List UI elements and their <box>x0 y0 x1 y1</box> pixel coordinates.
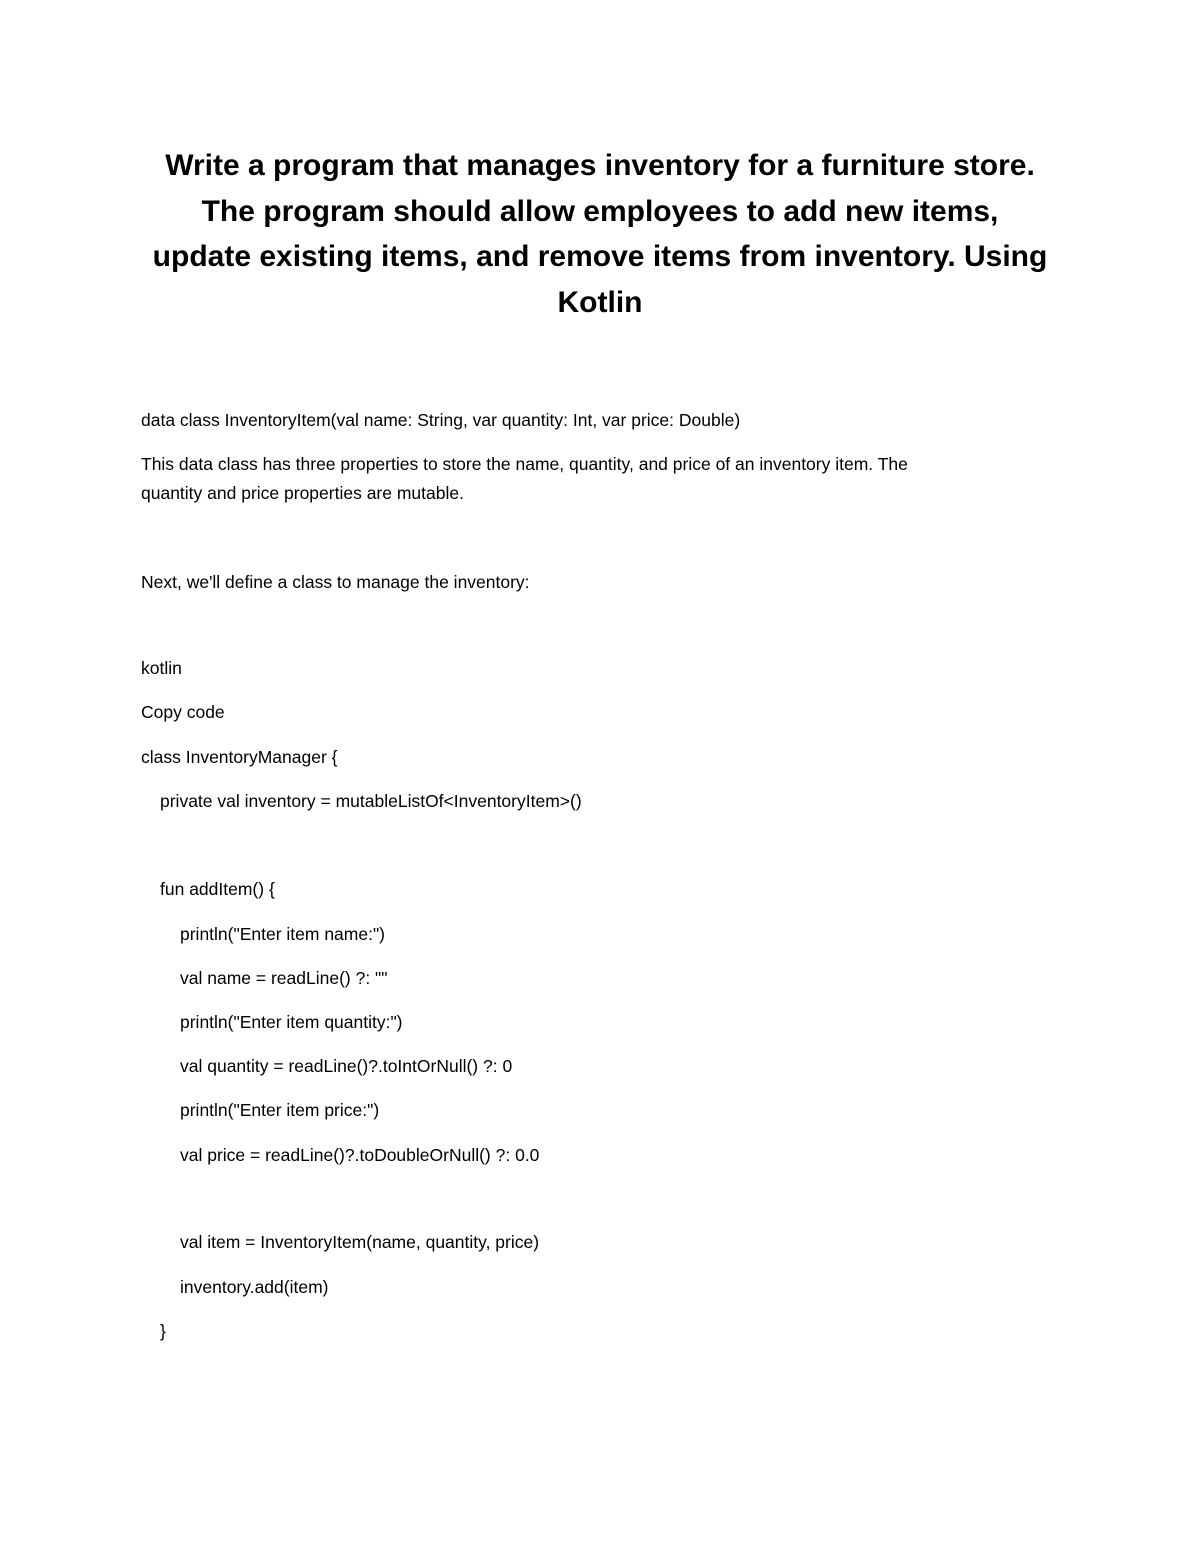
description-line: This data class has three properties to store the name, quantity, and price of an inventory item. The <box>141 454 908 474</box>
code-line: println("Enter item name:") <box>180 924 385 944</box>
data-class-line: data class InventoryItem(val name: String, var quantity: Int, var price: Double) <box>141 410 741 430</box>
title-line: update existing items, and remove items from inventory. Using <box>152 240 1048 273</box>
code-line: class InventoryManager { <box>141 747 338 767</box>
code-line: val name = readLine() ?: "" <box>180 968 388 988</box>
title-line: The program should allow employees to add new items, <box>201 194 999 228</box>
code-line: println("Enter item quantity:") <box>180 1012 403 1032</box>
code-line: fun addItem() { <box>160 879 275 899</box>
code-line: val price = readLine()?.toDoubleOrNull() ?: 0.0 <box>180 1145 540 1165</box>
description-line: quantity and price properties are mutable. <box>141 483 464 503</box>
code-line: println("Enter item price:") <box>180 1100 380 1120</box>
code-line: private val inventory = mutableListOf<InventoryItem>() <box>160 791 582 811</box>
copy-code-label: Copy code <box>141 702 225 722</box>
title-line: Kotlin <box>557 285 643 319</box>
code-line: } <box>160 1321 166 1341</box>
document-title <box>120 143 1080 325</box>
code-line: val quantity = readLine()?.toIntOrNull() ?: 0 <box>180 1056 513 1076</box>
language-label: kotlin <box>141 658 182 678</box>
next-step-line: Next, we'll define a class to manage the inventory: <box>141 572 530 592</box>
title-line: Write a program that manages inventory for a furniture store. <box>165 149 1035 182</box>
code-line: inventory.add(item) <box>180 1277 329 1297</box>
code-line: val item = InventoryItem(name, quantity, price) <box>180 1232 540 1252</box>
